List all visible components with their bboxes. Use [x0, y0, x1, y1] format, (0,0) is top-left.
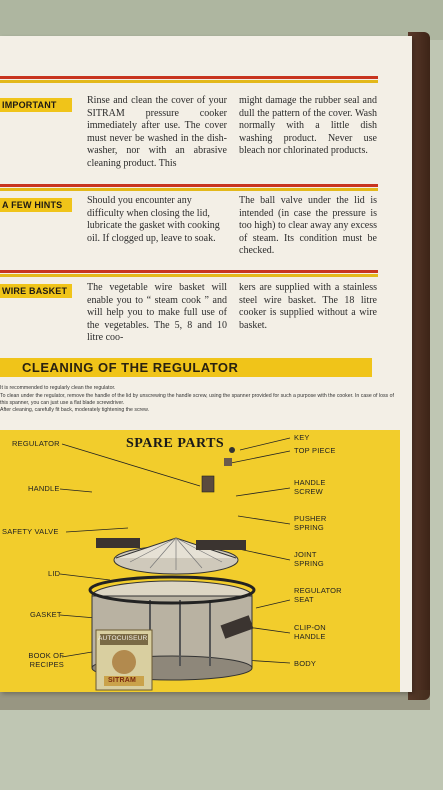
- important-text-col1: Rinse and clean the cover of your SITRAM pressure cooker immediately after use. The cover must never be washed in the dish-washer, nor with an abrasive cleaning product. This: [87, 95, 227, 169]
- label-joint-spring: JOINT SPRING: [294, 550, 324, 568]
- section-divider-yellow: [0, 188, 378, 191]
- book-shadow: [0, 690, 430, 710]
- label-top-piece: TOP PIECE: [294, 446, 336, 455]
- section-divider-red: [0, 76, 378, 79]
- label-book-of-recipes: BOOK OF RECIPES: [28, 651, 64, 669]
- important-tag: IMPORTANT: [0, 98, 72, 112]
- section-divider-yellow: [0, 274, 378, 277]
- spare-parts-title: SPARE PARTS: [126, 436, 225, 451]
- section-divider-red: [0, 184, 378, 187]
- label-key: KEY: [294, 433, 310, 442]
- book-page: [0, 36, 412, 692]
- label-body: BODY: [294, 659, 317, 668]
- background-wall: [0, 0, 443, 40]
- hints-tag: A FEW HINTS: [0, 198, 72, 212]
- regulator-note-3: After cleaning, carefully fit back, moderately tightening the screw.: [0, 407, 150, 413]
- label-lid: LID: [48, 569, 61, 578]
- regulator-heading: CLEANING OF THE REGULATOR: [22, 360, 239, 375]
- book-cover-brand: SITRAM: [108, 677, 137, 684]
- label-handle-screw: HANDLE SCREW: [294, 478, 326, 496]
- label-regulator-seat: REGULATOR SEAT: [294, 586, 342, 604]
- hints-text-col1: Should you encounter any difficulty when closing the lid, lubricate the gasket with cooking oil. If clogged up, leave to soak.: [87, 195, 220, 244]
- label-handle: HANDLE: [28, 484, 60, 493]
- important-text-col2: might damage the rubber seal and dull the pattern of the cover. Wash normally with a little dish washing product. Never use bleach nor chlorinated products.: [239, 95, 377, 156]
- basket-text-col1: The vegetable wire basket will enable you to “ steam cook ” and will help you to make full use of the vegetables. The 5, 8 and 10 litre coo-: [87, 282, 227, 343]
- section-divider-yellow: [0, 80, 378, 83]
- basket-tag: WIRE BASKET: [0, 284, 72, 298]
- label-clip-on-handle: CLIP-ON HANDLE: [294, 623, 326, 641]
- hints-text-col2: The ball valve under the lid is intended (in case the pressure is too high) to clear away any excess of steam. Its condition must be checked.: [239, 195, 377, 256]
- basket-text-col2: kers are supplied with a stainless steel wire basket. The 18 litre cooker is supplied without a wire basket.: [239, 282, 377, 331]
- regulator-note-1: It is recommended to regularly clean the regulator.: [0, 385, 116, 391]
- book-cover-title: AUTOCUISEUR: [98, 635, 148, 642]
- label-regulator: REGULATOR: [12, 439, 60, 448]
- regulator-note-2: To clean under the regulator, remove the handle of the lid by unscrewing the handle screw, using the spanner provided for such a purpose with the cooker. In case of loss of this spanner, you can just use a flat blade screwdriver.: [0, 393, 394, 406]
- label-pusher-spring: PUSHER SPRING: [294, 514, 327, 532]
- section-divider-red: [0, 270, 378, 273]
- label-gasket: GASKET: [30, 610, 62, 619]
- label-safety-valve: SAFETY VALVE: [2, 527, 59, 536]
